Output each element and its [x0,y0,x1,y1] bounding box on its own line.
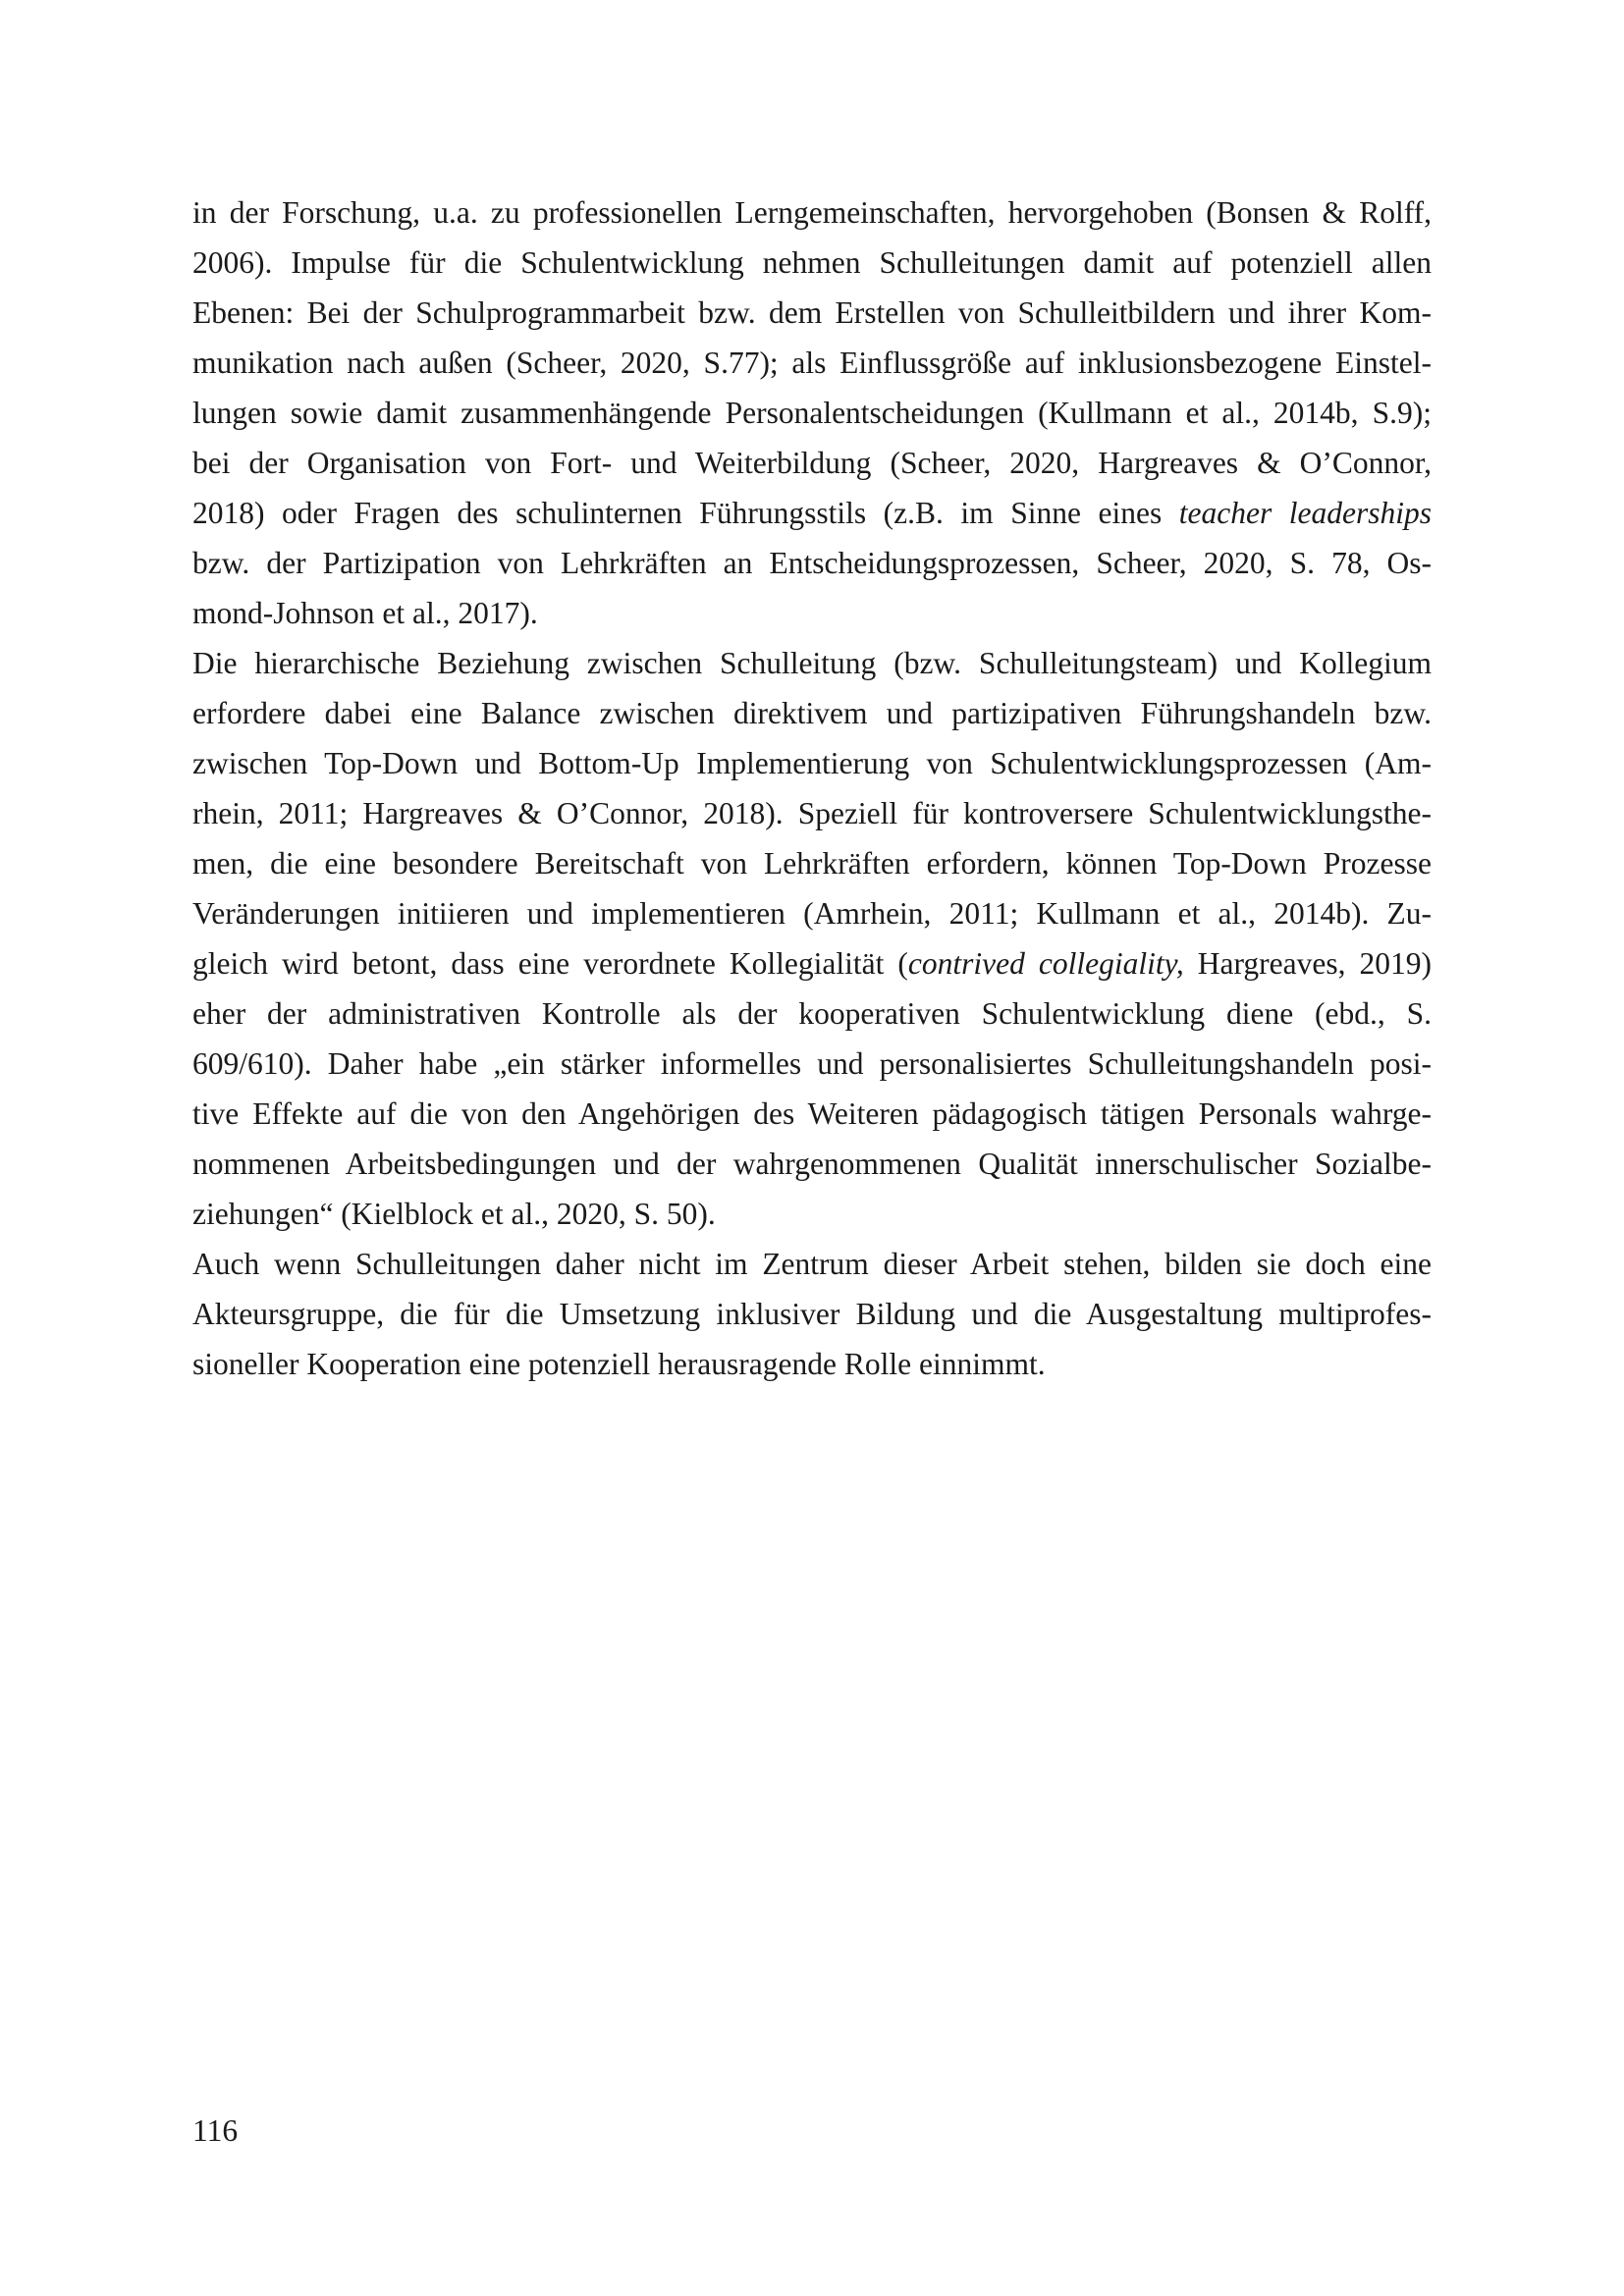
text-segment: gleich wird betont, dass eine verordnete Kollegialität ( [192,946,908,981]
text-segment: 609/610). Daher habe „ein stärker informelles und personalisiertes Schulleitungshandeln posi- [192,1046,1432,1081]
text-segment: Hargreaves, 2019) [1183,946,1433,981]
text-line [192,888,1432,938]
text-line [192,538,1432,588]
text-line [192,638,1432,688]
text-segment: Ebenen: Bei der Schulprogrammarbeit bzw. dem Erstellen von Schulleitbildern und ihrer Kom- [192,295,1432,330]
text-segment: tive Effekte auf die von den Angehörigen des Weiteren pädagogisch tätigen Personals wahrge- [192,1096,1432,1131]
body-text [192,187,1432,1389]
text-line [192,938,1432,988]
text-line [192,288,1432,338]
text-line [192,187,1432,238]
text-segment: lungen sowie damit zusammenhängende Personalentscheidungen (Kullmann et al., 2014b, S.9); [192,396,1432,430]
text-segment: 2018) oder Fragen des schulinternen Führungsstils (z.B. im Sinne eines [192,496,1179,530]
text-line [192,1339,1432,1389]
text-line [192,688,1432,738]
text-line [192,988,1432,1039]
text-line [192,388,1432,438]
text-segment: 2006). Impulse für die Schulentwicklung nehmen Schulleitungen damit auf potenziell allen [192,245,1432,280]
text-segment: nommenen Arbeitsbedingungen und der wahrgenommenen Qualität innerschulischer Sozialbe- [192,1147,1432,1181]
text-line [192,1239,1432,1289]
text-line [192,488,1432,538]
text-segment: Die hierarchische Beziehung zwischen Schulleitung (bzw. Schulleitungsteam) und Kollegium [192,646,1432,680]
paragraph [192,187,1432,638]
text-segment: men, die eine besondere Bereitschaft von Lehrkräften erfordern, können Top-Down Prozesse [192,846,1432,881]
text-line [192,338,1432,388]
text-line [192,1039,1432,1089]
text-line [192,1139,1432,1189]
text-segment: zwischen Top-Down und Bottom-Up Implementierung von Schulentwicklungsprozessen (Am- [192,746,1432,780]
italic-term: contrived collegiality, [907,946,1184,981]
text-segment: Akteursgruppe, die für die Umsetzung inklusiver Bildung und die Ausgestaltung multiprofes- [192,1297,1432,1331]
text-segment: rhein, 2011; Hargreaves & O’Connor, 2018). Speziell für kontroversere Schulentwicklungsthe- [192,796,1432,830]
italic-term: teacher leaderships [1178,496,1432,530]
text-line [192,588,1432,638]
text-line [192,238,1432,288]
paragraph [192,1239,1432,1389]
page-number: 116 [192,2113,239,2148]
text-line [192,738,1432,788]
text-line [192,1189,1432,1239]
text-segment: ziehungen“ (Kielblock et al., 2020, S. 50). [192,1197,716,1231]
text-segment: bzw. der Partizipation von Lehrkräften an Entscheidungsprozessen, Scheer, 2020, S. 78, Os- [192,546,1432,580]
text-line [192,1289,1432,1339]
text-segment: Veränderungen initiieren und implementieren (Amrhein, 2011; Kullmann et al., 2014b). Zu- [192,896,1432,931]
text-line [192,788,1432,838]
text-line [192,1089,1432,1139]
text-segment: erfordere dabei eine Balance zwischen direktivem und partizipativen Führungshandeln bzw. [192,696,1432,730]
text-segment: eher der administrativen Kontrolle als der kooperativen Schulentwicklung diene (ebd., S. [192,996,1432,1031]
text-segment: in der Forschung, u.a. zu professionellen Lerngemeinschaften, hervorgehoben (Bonsen & Rolff, [192,195,1432,230]
text-segment: mond-Johnson et al., 2017). [192,596,538,630]
text-line [192,838,1432,888]
paragraph [192,638,1432,1239]
text-segment: sioneller Kooperation eine potenziell herausragende Rolle einnimmt. [192,1347,1046,1381]
text-segment: munikation nach außen (Scheer, 2020, S.77); als Einflussgröße auf inklusionsbezogene Einstel- [192,346,1432,380]
text-line [192,438,1432,488]
text-segment: bei der Organisation von Fort- und Weiterbildung (Scheer, 2020, Hargreaves & O’Connor, [192,446,1432,480]
text-segment: Auch wenn Schulleitungen daher nicht im Zentrum dieser Arbeit stehen, bilden sie doch eine [192,1247,1432,1281]
